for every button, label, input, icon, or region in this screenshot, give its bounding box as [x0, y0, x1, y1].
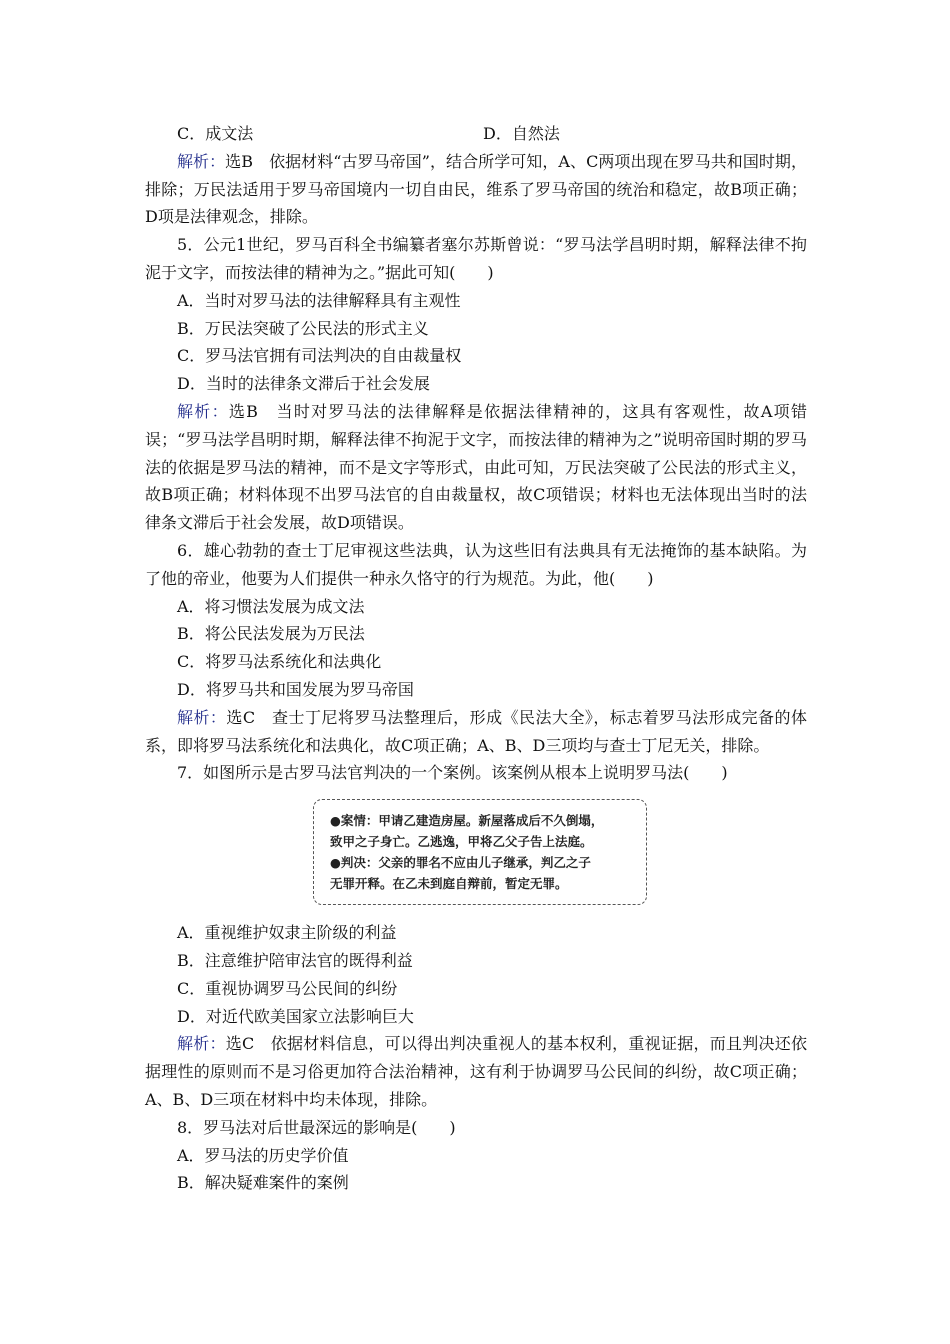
figure-line: ●案情：甲请乙建造房屋。新屋落成后不久倒塌， [330, 813, 604, 829]
q6-option-a: A．将习惯法发展为成文法 [177, 596, 365, 616]
q5-option-b: B．万民法突破了公民法的形式主义 [177, 318, 429, 338]
analysis-text: 选C 查士丁尼将罗马法整理后，形成《民法大全》，标志着罗马法形成完备的体系，即将罗马法系统化和法典化，故C项正确；A、B、D三项均与查士丁尼无关，排除。 [145, 707, 807, 755]
analysis-label: 解析： [177, 1034, 226, 1054]
analysis-text: 选B 依据材料“古罗马帝国”，结合所学可知，A、C两项出现在罗马共和国时期，排除；万民法适用于罗马帝国境内一切自由民，维系了罗马帝国的统治和稳定，故B项正确；D项是法律观念，排除。 [145, 151, 807, 227]
analysis-label: 解析： [177, 707, 227, 727]
q8-option-a: A．罗马法的历史学价值 [177, 1145, 349, 1165]
document-content [145, 120, 807, 1197]
q5-analysis [145, 398, 807, 537]
q8-option-b: B．解决疑难案件的案例 [177, 1173, 349, 1193]
q5-stem: 5．公元1世纪，罗马百科全书编纂者塞尔苏斯曾说：“罗马法学昌明时期，解释法律不拘泥于文字，而按法律的精神为之。”据此可知( ) [145, 235, 807, 282]
q4-option-d: D．自然法 [483, 124, 560, 143]
q6-option-b: B．将公民法发展为万民法 [177, 624, 365, 644]
case-figure-box [313, 799, 647, 905]
q4-options-row [145, 120, 807, 148]
figure-line: ●判决：父亲的罪名不应由儿子继承，判乙之子 [330, 855, 591, 871]
analysis-label: 解析： [177, 151, 226, 171]
q6-option-c: C．将罗马法系统化和法典化 [177, 652, 382, 672]
q5-option-a: A．当时对罗马法的法律解释具有主观性 [177, 290, 461, 310]
q7-option-a: A．重视维护奴隶主阶级的利益 [177, 923, 397, 943]
q6-option-d: D．将罗马共和国发展为罗马帝国 [177, 679, 414, 699]
q7-stem: 7．如图所示是古罗马法官判决的一个案例。该案例从根本上说明罗马法( ) [177, 763, 728, 783]
figure-line: 致甲之子身亡。乙逃逸，甲将乙父子告上法庭。 [330, 834, 593, 850]
q7-option-d: D．对近代欧美国家立法影响巨大 [177, 1006, 414, 1026]
analysis-text: 选C 依据材料信息，可以得出判决重视人的基本权利，重视证据，而且判决还依据理性的原则而不是习俗更加符合法治精神，这有利于协调罗马公民间的纠纷，故C项正确；A、B、D三项在材料中均未体现，排除。 [145, 1034, 807, 1109]
q8-stem: 8．罗马法对后世最深远的影响是( ) [177, 1117, 456, 1137]
q7-option-b: B．注意维护陪审法官的既得利益 [177, 950, 413, 970]
q4-analysis [145, 148, 807, 231]
q5-option-c: C．罗马法官拥有司法判决的自由裁量权 [177, 346, 462, 366]
analysis-label: 解析： [177, 401, 229, 421]
q6-stem: 6．雄心勃勃的查士丁尼审视这些法典，认为这些旧有法典具有无法掩饰的基本缺陷。为了他的帝业，他要为人们提供一种永久恪守的行为规范。为此，他( ) [145, 540, 807, 588]
q7-analysis [145, 1030, 807, 1113]
analysis-text: 选B 当时对罗马法的法律解释是依据法律精神的，这具有客观性，故A项错误；“罗马法学昌明时期，解释法律不拘泥于文字，而按法律的精神为之”说明帝国时期的罗马法的依据是罗马法的精神，而不是文字等形式，由此可知，万民法突破了公民法的形式主义，故B项正确；材料体现不出罗马法官的自由裁量权，故C项错误；材料也无法体现出当时的法律条文滞后于社会发展，故D项错误。 [145, 401, 807, 533]
q4-option-c: C．成文法 [177, 124, 254, 143]
q5-option-d: D．当时的法律条文滞后于社会发展 [177, 374, 430, 394]
q7-option-c: C．重视协调罗马公民间的纠纷 [177, 978, 398, 998]
q6-analysis [145, 704, 807, 760]
figure-line: 无罪开释。在乙未到庭自辩前，暂定无罪。 [330, 876, 568, 892]
